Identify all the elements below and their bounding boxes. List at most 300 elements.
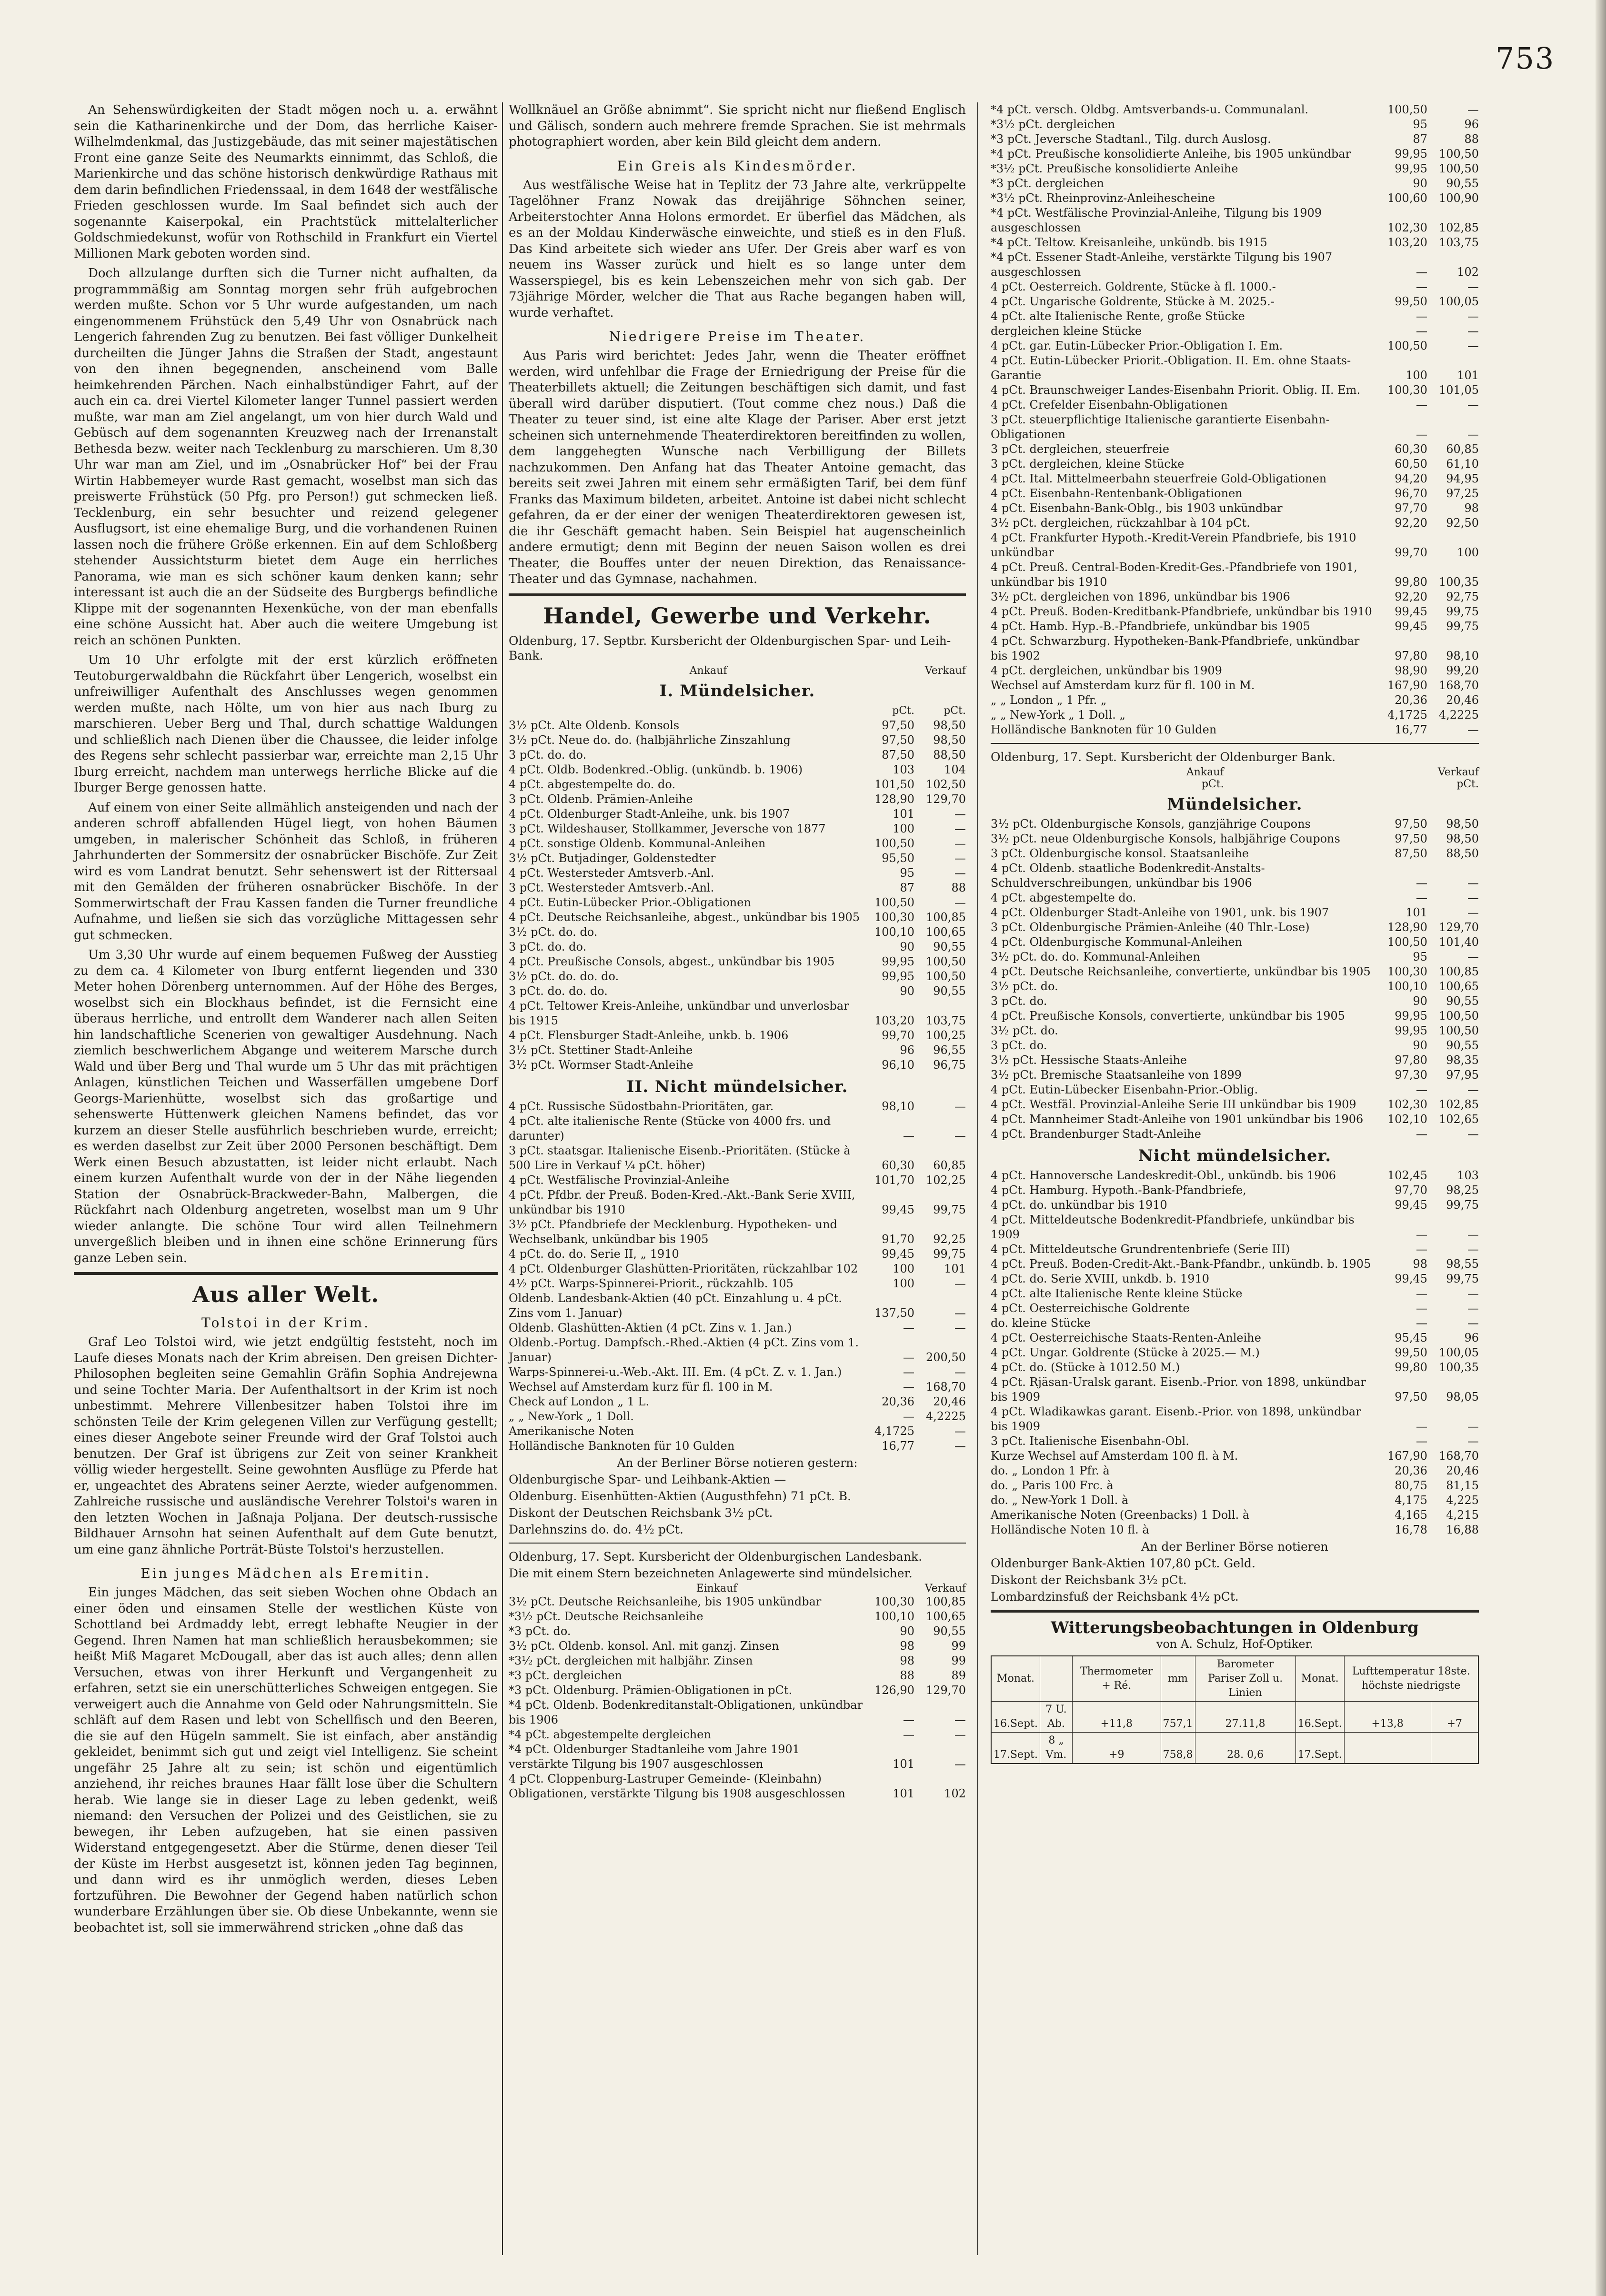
sell-price: 100,85 [926, 1594, 966, 1608]
security-name: 4 pCt. Westersteder Amtsverb.-Anl. [509, 866, 714, 880]
quote-row [509, 1409, 966, 1424]
sell-price: — [1467, 1243, 1479, 1256]
security-name: 3 pCt. Oldenburgische Prämien-Anleihe (40 Thlr.-Lose) [991, 921, 1310, 934]
buy-price: 137,50 [874, 1306, 914, 1320]
buy-price: 100,10 [1387, 980, 1427, 993]
buy-price: 100 [893, 822, 914, 835]
buy-price: 60,30 [882, 1158, 914, 1172]
buy-price: 100 [893, 1262, 914, 1275]
buy-price: — [1416, 1420, 1427, 1433]
buy-price: 102,10 [1387, 1113, 1427, 1126]
sell-price: 98,50 [933, 733, 966, 747]
sell-price: 96 [1464, 1331, 1479, 1344]
security-name: 4 pCt. Eutin-Lübecker Prior.-Obligationen [509, 895, 751, 909]
security-name: do. „ London 1 Pfr. à [991, 1464, 1110, 1477]
security-name: *4 pCt. Essener Stadt-Anleihe, verstärkte Tilgung bis 1907 ausgeschlossen [991, 251, 1333, 279]
quote-row [509, 1028, 966, 1043]
sell-price: 98,50 [933, 718, 966, 732]
buy-price: 4,165 [1395, 1508, 1427, 1522]
sell-price: 103 [1457, 1169, 1479, 1182]
sell-price: 100,50 [1439, 147, 1479, 160]
sell-price: 88 [1464, 132, 1479, 146]
quote-row [991, 846, 1479, 861]
buy-price: — [1416, 324, 1427, 338]
security-name: 3 pCt. do. [991, 994, 1047, 1008]
quote-row [509, 851, 966, 866]
quote-row [509, 1143, 966, 1173]
buy-price: 100,30 [1387, 965, 1427, 978]
sell-price: 96 [1464, 118, 1479, 131]
buy-price: 100,60 [1387, 191, 1427, 205]
buy-price: 99,95 [1395, 1024, 1427, 1037]
buy-price: 90 [1413, 994, 1427, 1008]
buy-price: 97,80 [1395, 1053, 1427, 1067]
sell-price: — [1467, 1302, 1479, 1315]
quote-row [509, 1262, 966, 1276]
table-section-heading: II. Nicht mündelsicher. [626, 1077, 848, 1096]
security-name: *3½ pCt. Preußische konsolidierte Anleihe [991, 162, 1238, 175]
buy-price: 96 [900, 1043, 914, 1057]
buy-price: 16,77 [1395, 723, 1427, 736]
paragraph: Ein junges Mädchen, das seit sieben Wochen ohne Obdach an einer öden und einsamen Stelle der westlichen Küste von Schottland bei Ardmaddy lebt, erregt lebhafte Neugier in der Gegend. Ihren Namen hat man schließlich herausbekommen; sie heißt Miß Magaret McDougall, aber das ist auch alles; denn allen Versuchen, etwas von ihrer Herkunft und Vergangenheit zu erfahren, setzt sie ein unerschütterliches Schweigen entgegen. Sie verweigert auch die Annahme von Geld oder Nahrungsmitteln. Sie schläft auf dem Rasen und lebt von Schellfisch und den Beeren, die sie auf den Hügeln sammelt. Sie ist einfach, aber anständig gekleidet, benimmt sich gut und zeigt viel Intelligenz. Sie scheint ungefähr 25 Jahre alt zu sein; ist schön und eigentümlich anziehend, ihr reiches braunes Haar fällt lose über die Schultern herab. Wie lange sie in dieser Lage zu leben gedenkt, weiß niemand: den Versuchen der Polizei und des Geistlichen, sie zu bewegen, ihr Leben aufzugeben, hat sie einen passiven Widerstand entgegengesetzt. Aber die Stürme, denen dieser Teil der Küste im Herbst ausgesetzt ist, können jeden Tag beginnen, und dann wird es ihr unmöglich werden, dieses Leben fortzuführen. Die Bewohner der Gegend haben natürlich schon wunderbare Erzählungen über sie. Ob diese Unbekannte, wenn sie beobachtet ist, soll sie immerwährend stricken „ohne daß das [74, 1585, 498, 1935]
security-name: Check auf London „ 1 L. [509, 1394, 650, 1408]
quote-row [991, 1068, 1479, 1083]
quote-row [509, 1772, 966, 1801]
quote-row [991, 935, 1479, 950]
buy-header: Ankauf [689, 664, 727, 677]
quote-table [991, 102, 1479, 737]
quote-row [991, 920, 1479, 935]
quote-row [991, 471, 1479, 486]
buy-price: 90 [1413, 177, 1427, 190]
sell-price: 103,75 [926, 1013, 966, 1027]
buy-price: 88 [900, 1668, 914, 1682]
sell-price: 99,75 [933, 1203, 966, 1216]
sell-price: 168,70 [926, 1380, 966, 1394]
quote-row [991, 339, 1479, 353]
quote-row [991, 1053, 1479, 1068]
quote-row [509, 954, 966, 969]
buy-price: 87 [900, 881, 914, 894]
quote-row [509, 1365, 966, 1380]
security-name: do. kleine Stücke [991, 1316, 1091, 1330]
sell-price: — [954, 1365, 966, 1379]
quote-row [991, 516, 1479, 531]
sell-price: 100,65 [1439, 980, 1479, 993]
buy-price: 102,30 [1387, 221, 1427, 234]
section-divider [509, 593, 966, 596]
sell-price: — [1467, 950, 1479, 963]
buy-price: — [903, 1409, 914, 1423]
security-name: Wechsel auf Amsterdam kurz für fl. 100 in M. [991, 679, 1255, 692]
quote-row [509, 1439, 966, 1454]
quote-table [991, 1168, 1479, 1537]
sell-price: — [954, 895, 966, 909]
security-name: Oldenb.-Portug. Dampfsch.-Rhed.-Aktien (4 pCt. Zins vom 1. Januar) [509, 1335, 859, 1364]
quote-row [991, 1213, 1479, 1242]
buy-price: 97,50 [1395, 817, 1427, 831]
report-intro: Oldenburg, 17. Sept. Kursbericht der Oldenburger Bank. [991, 750, 1336, 764]
buy-price: 99,45 [882, 1247, 914, 1261]
sell-price: — [954, 1306, 966, 1320]
security-name: 3½ pCt. Pfandbriefe der Mecklenburg. Hypotheken- und Wechselbank, unkündbar bis 1905 [509, 1217, 837, 1246]
quote-row [509, 762, 966, 777]
security-name: 3 pCt. Oldenb. Prämien-Anleihe [509, 792, 693, 806]
security-name: 3½ pCt. do. [991, 1024, 1058, 1037]
security-name: *3½ pCt. dergleichen mit halbjähr. Zinsen [509, 1654, 753, 1667]
paragraph: Um 3,30 Uhr wurde auf einem bequemen Fußweg der Ausstieg zu dem ca. 4 Kilometer von Iburg entfernt liegenden und 330 Meter hohen Dörenberg unternommen. Auf der Höhe des Berges, woselbst sich ein Blockhaus befindet, ist die Fernsicht eine überaus herrliche, und entrollt dem Wanderer nach allen Seiten hin landschaftliche Scenerien von gewaltiger Ausdehnung. Nach ziemlich beschwerlichem Abgange und weiterem Marsche durch Wald und über Berg und Thal wurde um 5 Uhr das mit prächtigen Anlagen, künstlichen Teichen und Wasserfällen umgebene Dorf Georgs-Marienhütte, woselbst sich das großartige und sehenswerte Hüttenwerk gleichen Namens befindet, das vor kurzem an dieser Stelle ausführlich beschrieben wurde, erreicht; es werden daselbst zur Zeit über 2000 Personen beschäftigt. Dem Werk einen Besuch abzustatten, ist leider nicht erlaubt. Nach einem kurzen Aufenthalt wurde von der in der Nähe liegenden Station der Osnabrück-Brackweder-Bahn, Malbergen, die Rückfahrt nach Oldenburg angetreten, woselbst man um 9 Uhr wieder anlangte. Die schöne Tour wird allen Teilnehmern unvergeßlich bleiben und in ihnen eine schöne Erinnerung fürs ganze Leben sein. [74, 948, 498, 1265]
buy-price: — [1416, 1228, 1427, 1241]
buy-price: 126,90 [874, 1683, 914, 1697]
sell-price: 100 [1457, 546, 1479, 559]
buy-price: — [903, 1350, 914, 1364]
quote-row [991, 1083, 1479, 1097]
sell-price: 97,25 [1446, 487, 1479, 500]
sell-price: 100,65 [926, 925, 966, 939]
quote-row [991, 1127, 1479, 1142]
quote-row [991, 1345, 1479, 1360]
sell-price: 88,50 [1446, 847, 1479, 860]
security-name: 4 pCt. Oldenburger Stadt-Anleihe, unk. bis 1907 [509, 807, 790, 821]
security-name: 4 pCt. do. (Stücke à 1012.50 M.) [991, 1361, 1180, 1374]
sell-price: 88,50 [933, 748, 966, 762]
security-name: 4 pCt. Oldenb. staatliche Bodenkredit-Anstalts-Schuldverschreibungen, unkündbar bis 1906 [991, 862, 1265, 890]
buy-price: — [1416, 1243, 1427, 1256]
sell-price: — [1467, 723, 1479, 736]
buy-price: — [1416, 1302, 1427, 1315]
section-heading: Handel, Gewerbe und Verkehr. [543, 602, 932, 629]
quote-row [509, 1639, 966, 1654]
sell-price: — [954, 807, 966, 821]
buy-price: 101 [1405, 906, 1427, 919]
security-name: Kurze Wechsel auf Amsterdam 100 fl. à M. [991, 1449, 1238, 1463]
buy-price: 95,50 [882, 851, 914, 865]
security-name: *3 pCt. dergleichen [991, 177, 1104, 190]
quote-row [991, 1404, 1479, 1434]
buy-price: — [903, 1365, 914, 1379]
quote-row [991, 1168, 1479, 1183]
security-name: dergleichen kleine Stücke [991, 324, 1142, 338]
sell-price: 168,70 [1439, 679, 1479, 692]
sell-price: 100,25 [926, 1028, 966, 1042]
security-name: 4 pCt. Hamburg. Hypoth.-Bank-Pfandbriefe, [991, 1183, 1246, 1197]
security-name: 4 pCt. Oesterreichische Staats-Renten-Anleihe [991, 1331, 1261, 1344]
buy-price: — [1416, 1287, 1427, 1300]
buy-price: 98,90 [1395, 664, 1427, 677]
buy-price: 101,50 [874, 777, 914, 791]
sell-price: 99,75 [1446, 620, 1479, 633]
security-name: *3 pCt. dergleichen [509, 1668, 622, 1682]
security-name: *3 pCt. Oldenburg. Prämien-Obligationen in pCt. [509, 1683, 793, 1697]
buy-price: 103,20 [874, 1013, 914, 1027]
sell-price: — [1467, 891, 1479, 904]
security-name: 4 pCt. Preuß. Central-Boden-Kredit-Ges.-Pfandbriefe von 1901, unkündbar bis 1910 [991, 561, 1357, 589]
security-name: *4 pCt. versch. Oldbg. Amtsverbands-u. Communalanl. [991, 103, 1309, 116]
security-name: 4 pCt. Mitteldeutsche Grundrentenbriefe (Serie III) [991, 1243, 1290, 1256]
buy-price: 99,80 [1395, 575, 1427, 589]
sell-price: 129,70 [926, 1683, 966, 1697]
buy-price: — [1416, 1083, 1427, 1096]
sell-price: — [1467, 906, 1479, 919]
buy-price: — [903, 1321, 914, 1334]
quote-row [991, 994, 1479, 1009]
paragraph: Um 10 Uhr erfolgte mit der erst kürzlich eröffneten Teutoburgerwaldbahn die Rückfahrt über Lengerich, woselbst ein unfreiwilliger Aufenthalt des Anschlusses wegen genommen werden mußte, nach Hölte, um von hier aus nach Iburg zu marschieren. Ueber Berg und Thal, durch schattige Waldungen und schließlich nach Dienen über die Chaussee, die leider infolge des Regens sehr schlecht passierbar war, erreichte man 2,15 Uhr Iburg erreicht, nachdem man unterwegs herrliche Blicke auf die Iburger Berge genossen hatte. [74, 653, 498, 795]
security-name: *4 pCt. abgestempelte dergleichen [509, 1727, 711, 1741]
quote-row [991, 964, 1479, 979]
weather-byline: von A. Schulz, Hof-Optiker. [1156, 1637, 1314, 1651]
quote-row [509, 1668, 966, 1683]
sell-price: 103,75 [1439, 236, 1479, 249]
buy-price: — [1416, 265, 1427, 279]
buy-price: 97,50 [882, 718, 914, 732]
quote-row [991, 1316, 1479, 1331]
sell-price: 100,85 [926, 910, 966, 924]
sell-price: 129,70 [1439, 921, 1479, 934]
sell-price: 100,50 [1439, 1024, 1479, 1037]
security-name: 4 pCt. Preuß. Boden-Credit-Akt.-Bank-Pfandbr., unkündb. b. 1905 [991, 1257, 1371, 1271]
quote-row [991, 1023, 1479, 1038]
buy-price: 90 [900, 1624, 914, 1638]
buy-price: — [1416, 891, 1427, 904]
security-name: 3½ pCt. Wormser Stadt-Anleihe [509, 1058, 693, 1072]
sell-price: 98 [1464, 501, 1479, 515]
quote-row [509, 822, 966, 836]
report-note: Die mit einem Stern bezeichneten Anlagewerte sind mündelsicher. [509, 1566, 913, 1580]
buy-price: 167,90 [1387, 1449, 1427, 1463]
security-name: 4 pCt. alte italienische Rente (Stücke von 4000 frs. und darunter) [509, 1114, 831, 1143]
quote-row [509, 1217, 966, 1247]
buy-price: 99,95 [1395, 162, 1427, 175]
security-name: 4½ pCt. Warps-Spinnerei-Priorit., rückzahlb. 105 [509, 1276, 793, 1290]
quote-row [991, 1009, 1479, 1023]
quote-row [509, 1291, 966, 1321]
security-name: *4 pCt. Oldenburger Stadtanleihe vom Jahre 1901 verstärkte Tilgung bis 1907 ausgeschlossen [509, 1742, 800, 1771]
security-name: 4 pCt. Oesterreichische Goldrente [991, 1302, 1190, 1315]
security-name: „ „ New-York „ 1 Doll. [509, 1409, 634, 1423]
buy-price: — [903, 1380, 914, 1394]
report-notes: An der Berliner Börse notieren Oldenburger Bank-Aktien 107,80 pCt. Geld. Diskont der Reichsbank 3½ pCt. Lombardzinsfuß der Reichsbank 4½ pCt. [991, 1540, 1328, 1604]
sell-price: 102 [944, 1786, 966, 1800]
section-divider [991, 1610, 1479, 1613]
quote-row [991, 501, 1479, 516]
buy-price: 97,50 [1395, 1390, 1427, 1404]
sell-price: 100,05 [1439, 1346, 1479, 1359]
buy-price: — [1416, 280, 1427, 293]
sell-price: 4,225 [1446, 1494, 1479, 1507]
security-name: 3½ pCt. Oldenburgische Konsols, ganzjährige Coupons [991, 817, 1311, 831]
security-name: 4 pCt. Ungarische Goldrente, Stücke à M. 2025.- [991, 295, 1275, 308]
sell-price: — [1467, 1316, 1479, 1330]
security-name: 3½ pCt. dergleichen, rückzahlbar à 104 pCt. [991, 516, 1250, 530]
buy-price: 102,45 [1387, 1169, 1427, 1182]
security-name: 4 pCt. Cloppenburg-Lastruper Gemeinde- (Kleinbahn) Obligationen, verstärkte Tilgung bis 1908 ausgeschlossen [509, 1772, 845, 1800]
security-name: Warps-Spinnerei-u.-Web.-Akt. III. Em. (4 pCt. Z. v. 1. Jan.) [509, 1365, 842, 1379]
report-notes: An der Berliner Börse notieren gestern: Oldenburgische Spar- und Leihbank-Aktien — Oldenburg. Eisenhütten-Aktien (Augusthfehn) 71 pCt. B. Diskont der Deutschen Reichsbank 3½ pCt. Darlehnszins do. do. 4½ pCt. [509, 1455, 858, 1536]
report-intro: Oldenburg, 17. Septbr. Kursbericht der Oldenburgischen Spar- und Leih-Bank. [509, 633, 951, 662]
buy-price: 96,10 [882, 1058, 914, 1072]
table-section-heading: I. Mündelsicher. [659, 681, 815, 701]
sell-price: 97,95 [1446, 1068, 1479, 1082]
section-divider [509, 1543, 966, 1544]
sell-price: 100,50 [1439, 162, 1479, 175]
buy-price: 100,30 [874, 910, 914, 924]
sell-price: 99,75 [1446, 605, 1479, 618]
buy-price: 99,95 [882, 954, 914, 968]
buy-price: 99,45 [1395, 1272, 1427, 1285]
sell-price: — [1467, 398, 1479, 411]
buy-price: 4,1725 [1387, 708, 1427, 722]
security-name: 3½ pCt. dergleichen von 1896, unkündbar bis 1906 [991, 590, 1290, 603]
quote-row [509, 1698, 966, 1727]
quote-row [991, 560, 1479, 590]
quote-row [991, 132, 1479, 147]
buy-price: 90 [900, 940, 914, 953]
sell-price: — [954, 1757, 966, 1771]
buy-price: 98 [1413, 1257, 1427, 1271]
buy-price: 91,70 [882, 1232, 914, 1246]
paragraph: Doch allzulange durften sich die Turner nicht aufhalten, da programmmäßig am Sonntag morgen sehr früh aufgebrochen werden mußte. Schon vor 5 Uhr wurde aufgestanden, um nach eingenommenem Frühstück den 5,49 Uhr von Osnabrück nach Lengerich fahrenden Zug zu benutzen. Bei fast völliger Dunkelheit durcheilten die Jünger Jahns die Straßen der Stadt, angestaunt von den ihnen begegnenden, anscheinend vom Balle heimkehrenden Pärchen. Nach einhalbstündiger Fahrt, auf der auch ein ca. drei Viertel Kilometer langer Tunnel passiert werden mußte, war man am Ziel angelangt, um von hier durch Wald und Gebüsch auf dem sogenannten Kreuzweg nach der Irrenanstalt Bethesda bezw. weiter nach Tecklenburg zu marschieren. Um 8,30 Uhr war man am Ziel, und im „Osnabrücker Hof“ bei der Frau Wirtin Habbemeyer wurde Rast gemacht, woselbst man sich das preiswerte Frühstück (50 Pfg. pro Person!) gut schmecken ließ. Tecklenburg, ein sehr besuchter und reizend gelegener Ausflugsort, ist eine ehemalige Burg, und die vorhandenen Ruinen lassen noch die frühere Größe erkennen. Ein auf dem Schloßberg stehender Aussichtsturm bietet dem Auge ein herrliches Panorama, wie man es sich schöner kaum denken kann; sehr interessant ist auch die an der Südseite des Burgbergs befindliche Klippe mit der sogenannten Hexenküche, von der man ebenfalls eine schöne Aussicht hat. Aber auch die weitere Umgebung ist reich an schönen Punkten. [74, 266, 498, 648]
security-name: 4 pCt. Preußische Consols, abgest., unkündbar bis 1905 [509, 954, 835, 968]
buy-price: 167,90 [1387, 679, 1427, 692]
quote-table-header: Einkauf Verkauf [696, 1582, 966, 1594]
quote-row [991, 832, 1479, 846]
quote-row [509, 1742, 966, 1772]
security-name: 3½ pCt. Stettiner Stadt-Anleihe [509, 1043, 693, 1057]
buy-price: 100 [893, 1276, 914, 1290]
sell-price: 100,05 [1439, 295, 1479, 308]
buy-price: — [1416, 1434, 1427, 1448]
quote-row [991, 1097, 1479, 1112]
quote-row [509, 1683, 966, 1698]
buy-price: 99,50 [1395, 295, 1427, 308]
quote-row [991, 1493, 1479, 1508]
buy-price: 95 [1413, 950, 1427, 963]
buy-price: 99,95 [882, 969, 914, 983]
security-name: Wechsel auf Amsterdam kurz für fl. 100 in M. [509, 1380, 773, 1394]
security-name: *3½ pCt. Rheinprovinz-Anleihescheine [991, 191, 1215, 205]
buy-price: 101 [893, 1757, 914, 1771]
article-heading: Tolstoi in der Krim. [201, 1315, 371, 1331]
sell-price: 99,75 [1446, 1198, 1479, 1212]
sell-price: 129,70 [926, 792, 966, 806]
security-name: 3 pCt. steuerpflichtige Italienische garantierte Eisenbahn-Obligationen [991, 413, 1330, 441]
security-name: 3 pCt. do. do. [509, 748, 587, 762]
security-name: 4 pCt. Hannoversche Landeskredit-Obl., unkündb. bis 1906 [991, 1169, 1336, 1182]
security-name: *3 pCt. Jeversche Stadtanl., Tilg. durch Auslosg. [991, 132, 1271, 146]
page-number: 753 [1496, 41, 1555, 76]
quote-row [991, 161, 1479, 176]
buy-price: 103 [893, 762, 914, 776]
sell-price: 90,55 [933, 940, 966, 953]
column-1 [74, 102, 498, 1940]
table-section-heading: Mündelsicher. [1167, 795, 1303, 814]
quote-row [991, 1434, 1479, 1449]
sell-price: 89 [951, 1668, 966, 1682]
sell-price: — [954, 822, 966, 835]
security-name: Holländische Banknoten für 10 Gulden [509, 1439, 735, 1453]
buy-price: 102,30 [1387, 1098, 1427, 1111]
security-name: do. „ New-York 1 Doll. à [991, 1494, 1129, 1507]
buy-price: 99,50 [1395, 1346, 1427, 1359]
security-name: 4 pCt. Hamb. Hyp.-B.-Pfandbriefe, unkündbar bis 1905 [991, 620, 1310, 633]
sell-price: — [954, 836, 966, 850]
buy-price: 100,50 [1387, 935, 1427, 949]
sell-price: 20,46 [1446, 693, 1479, 707]
security-name: *4 pCt. Westfälische Provinzial-Anleihe, Tilgung bis 1909 ausgeschlossen [991, 206, 1322, 234]
quote-row [509, 792, 966, 807]
quote-row [991, 905, 1479, 920]
quote-row [509, 881, 966, 895]
sell-price: 100,50 [926, 969, 966, 983]
security-name: 3½ pCt. Bremische Staatsanleihe von 1899 [991, 1068, 1242, 1082]
quote-row [509, 1247, 966, 1262]
weather-title: Witterungsbeobachtungen in Oldenburg [1051, 1618, 1419, 1637]
quote-row [509, 1424, 966, 1439]
security-name: 4 pCt. Russische Südostbahn-Prioritäten, gar. [509, 1099, 774, 1113]
quote-row [509, 1624, 966, 1639]
sell-price: — [1467, 876, 1479, 890]
security-name: 4 pCt. Flensburger Stadt-Anleihe, unkb. b. 1906 [509, 1028, 789, 1042]
sell-price: — [1467, 428, 1479, 441]
quote-row [991, 950, 1479, 964]
paragraph: Graf Leo Tolstoi wird, wie jetzt endgültig feststeht, noch im Laufe dieses Monats nach der Krim abreisen. Den greisen Dichter-Philosophen begleiten seine Gemahlin Gräfin Sophia Andrejewna und seine Tochter Maria. Der Aufenthaltsort in der Krim ist noch unbestimmt. Mehrere Villenbesitzer haben Tolstoi ihre im schönsten Teile der Krim gelegenen Villen zur Verfügung gestellt; eines dieser Angebote seiner Freunde wird der Graf Tolstoi auch benutzen. Der Graf ist übrigens zur Zeit von seiner Krankheit völlig wieder hergestellt. Seine gewohnten Ausflüge zu Pferde hat er, ungeachtet des Abratens seiner Aerzte, wieder aufgenommen. Zahlreiche russische und ausländische Verehrer Tolstoi's waren in den letzten Wochen in Jaßnaja Poljana. Der deutsch-russische Bildhauer Arnsohn hat seinen Aufenthalt auf dem Gute benutzt, um eine ganz ähnliche Porträt-Büste Tolstoi's herzustellen. [74, 1335, 498, 1557]
quote-row [509, 733, 966, 748]
buy-price: 99,45 [1395, 620, 1427, 633]
security-name: 4 pCt. Deutsche Reichsanleihe, abgest., unkündbar bis 1905 [509, 910, 860, 924]
sell-price: 96,75 [933, 1058, 966, 1072]
sell-price: 92,50 [1446, 516, 1479, 530]
sell-price: 4,2225 [926, 1409, 966, 1423]
quote-table [991, 817, 1479, 1142]
paragraph: An Sehenswürdigkeiten der Stadt mögen noch u. a. erwähnt sein die Katharinenkirche und der Dom, das herrliche Kaiser-Wilhelmdenkmal, das Justizgebäude, das mit seiner majestätischen Front eine ganze Seite des Neumarkts einnimmt, das Schloß, die Marienkirche und das schöne historisch denkwürdige Rathaus mit dem darin befindlichen Friedenssaal, in dem 1648 der westfälische Frieden geschlossen wurde. Im Saal befindet sich auch der sogenannte Kaiserpokal, ein Prachtstück mittelalterlicher Goldschmiedekunst, wofür von Rothschild in Frankfurt ein Viertel Millionen Mark geboten worden sind. [74, 103, 498, 261]
quote-row [509, 925, 966, 940]
quote-row [991, 663, 1479, 678]
quote-row [991, 398, 1479, 412]
buy-price: 99,70 [1395, 546, 1427, 559]
security-name: 4 pCt. abgestempelte do. [991, 891, 1136, 904]
quote-row [991, 191, 1479, 206]
security-name: 4 pCt. alte Italienische Rente kleine Stücke [991, 1287, 1243, 1300]
sell-price: — [1467, 324, 1479, 338]
buy-price: 100,30 [1387, 383, 1427, 397]
sell-price: — [954, 851, 966, 865]
quote-row [509, 836, 966, 851]
quote-row [991, 117, 1479, 132]
security-name: 3½ pCt. neue Oldenburgische Konsols, halbjährige Coupons [991, 832, 1340, 845]
sell-price: 81,15 [1446, 1479, 1479, 1492]
column-3 [991, 102, 1479, 1764]
security-name: *4 pCt. Teltow. Kreisanleihe, unkündb. bis 1915 [991, 236, 1267, 249]
section-heading: Aus aller Welt. [192, 1282, 380, 1307]
sell-price: 102,85 [1439, 1098, 1479, 1111]
sell-price: 99,75 [933, 1247, 966, 1261]
quote-row [991, 604, 1479, 619]
security-name: 4 pCt. Westfäl. Provinzial-Anleihe Serie III unkündbar bis 1909 [991, 1098, 1356, 1111]
sell-header: Verkauf [924, 664, 966, 677]
security-name: 3 pCt. do. [991, 1039, 1047, 1052]
buy-price: 97,70 [1395, 501, 1427, 515]
quote-row [991, 353, 1479, 383]
quote-row [991, 1331, 1479, 1345]
sell-price: 100,50 [1439, 1009, 1479, 1023]
security-name: 3 pCt. Westersteder Amtsverb.-Anl. [509, 881, 714, 894]
buy-price: 96,70 [1395, 487, 1427, 500]
security-name: 4 pCt. Pfdbr. der Preuß. Boden-Kred.-Akt.-Bank Serie XVIII, unkündbar bis 1910 [509, 1188, 855, 1216]
quote-row [991, 324, 1479, 339]
security-name: 4 pCt. Wladikawkas garant. Eisenb.-Prior. von 1898, unkündbar bis 1909 [991, 1405, 1361, 1433]
buy-price: 20,36 [1395, 693, 1427, 707]
security-name: „ „ London „ 1 Pfr. „ [991, 693, 1107, 707]
